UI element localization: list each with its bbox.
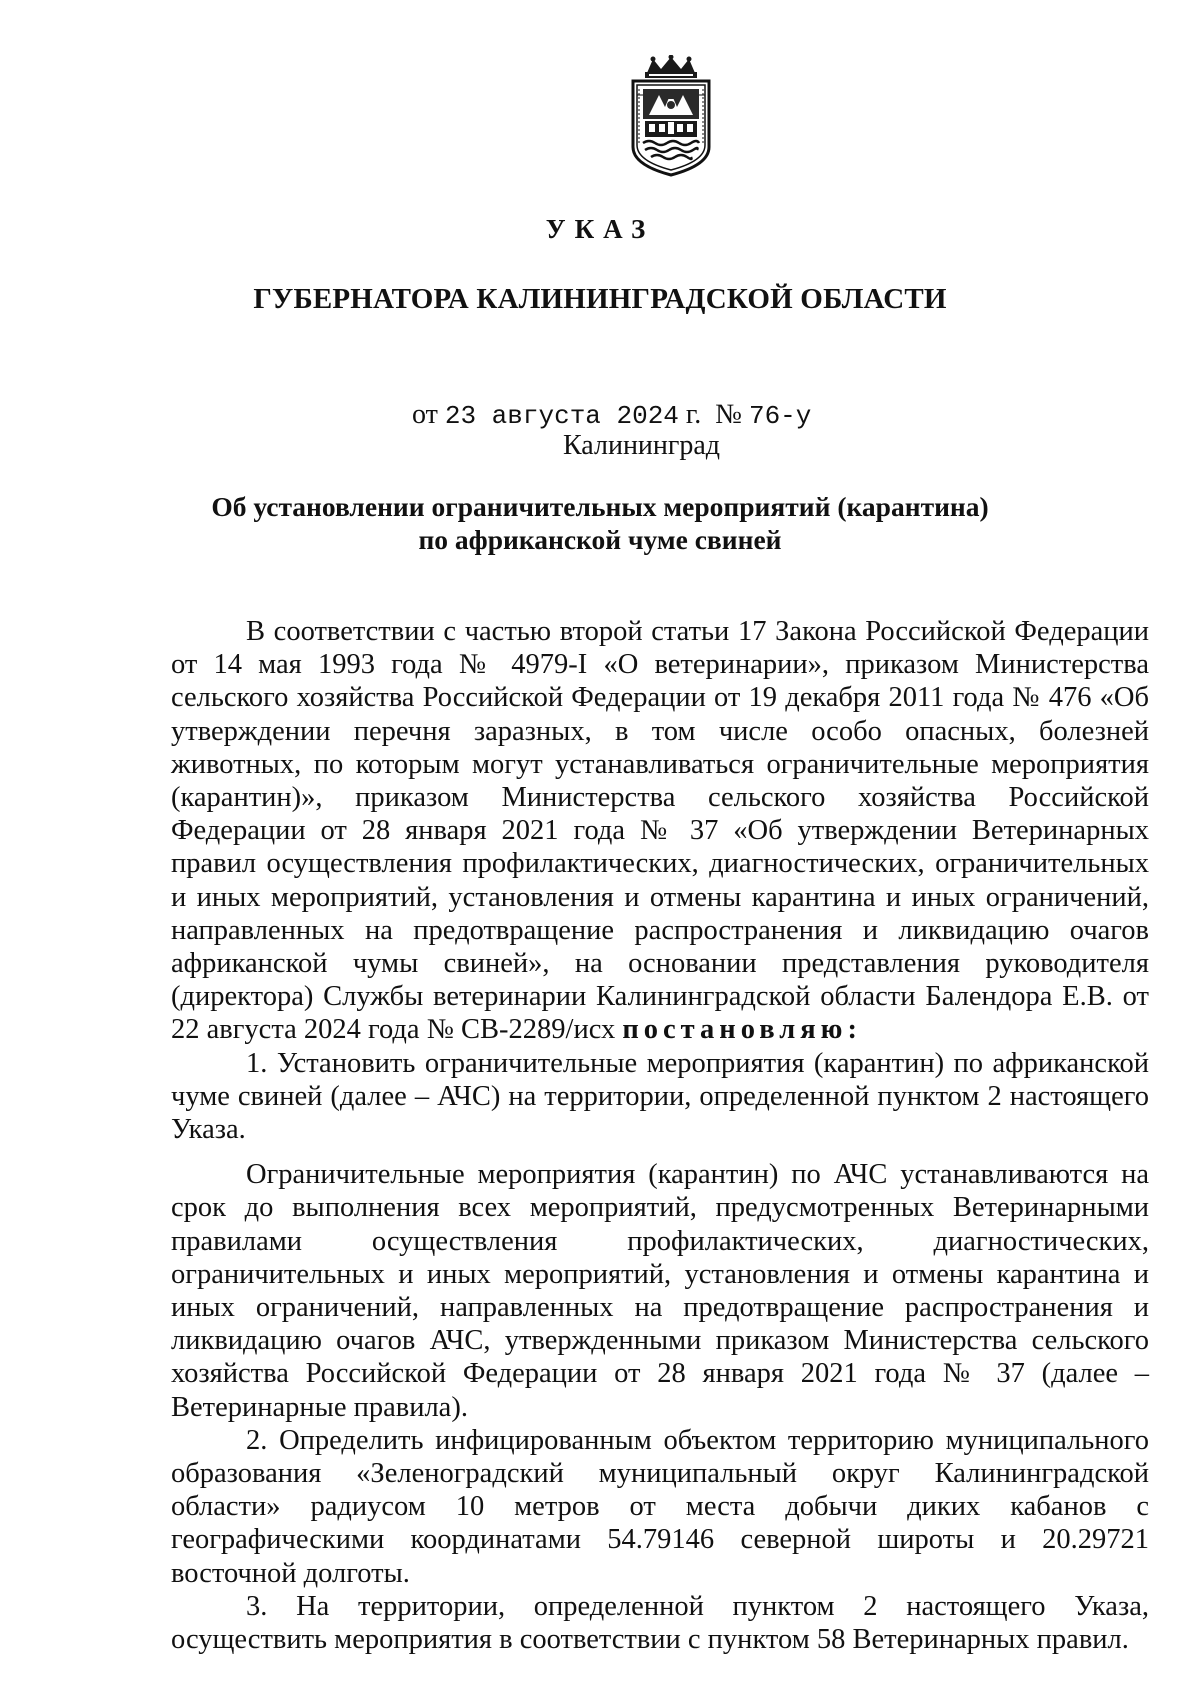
date-prefix: от bbox=[412, 399, 438, 430]
preamble-paragraph bbox=[171, 615, 1149, 1047]
coat-of-arms-icon bbox=[625, 55, 717, 177]
paragraph-1: 1. Установить ограничительные мероприятия (карантин) по африканской чуме свиней (далее – АЧС) на территории, определенной пунктом 2 настоящего Указа. bbox=[171, 1047, 1149, 1146]
subject-line-1: Об установлении ограничительных мероприятий (карантина) bbox=[211, 491, 989, 522]
paragraph-3: 3. На территории, определенной пунктом 2 настоящего Указа, осуществить мероприятия в соответствии с пунктом 58 Ветеринарных правил. bbox=[171, 1590, 1149, 1656]
subject-line-2: по африканской чуме свиней bbox=[418, 524, 782, 555]
year-suffix: г. bbox=[685, 399, 702, 430]
number-sign: № bbox=[715, 399, 742, 430]
decree-number: 76-у bbox=[748, 401, 812, 431]
preamble-text: В соответствии с частью второй статьи 17 Закона Российской Федерации от 14 мая 1993 года № 4979-I «О ветеринарии», приказом Министерства сельского хозяйства Российской Федерации от 19 декабря 2011 года № 476 «Об утверждении перечня заразных, в том числе особо опасных, болезней животных, по которым могут устанавливаться ограничительные мероприятия (карантин)», приказом Министерства сельского хозяйства Российской Федерации от 28 января 2021 года № 37 «Об утверждении Ветеринарных правил осуществления профилактических, диагностических, ограничительных и иных мероприятий, установления и отмены карантина и иных ограничений, направленных на предотвращение распространения и ликвидацию очагов африканской чумы свиней», на основании представления руководителя (директора) Службы ветеринарии Калининградской области Балендора Е.В. от 22 августа 2024 года № СВ-2289/исх bbox=[171, 616, 1149, 1046]
decree-date: 23 августа 2024 bbox=[444, 401, 679, 431]
issuer-title: ГУБЕРНАТОРА КАЛИНИНГРАДСКОЙ ОБЛАСТИ bbox=[253, 283, 947, 315]
decree-word: постановляю: bbox=[622, 1014, 862, 1046]
date-number-line bbox=[412, 399, 811, 431]
city-name: Калининград bbox=[563, 430, 721, 461]
paragraph-1b: Ограничительные мероприятия (карантин) по АЧС устанавливаются на срок до выполнения всех мероприятий, предусмотренных Ветеринарными правилами осуществления профилактических, диагностических, ограничительных и иных мероприятий, установления и отмены карантина и иных ограничений, направленных на предотвращение распространения и ликвидацию очагов АЧС, утвержденными приказом Министерства сельского хозяйства Российской Федерации от 28 января 2021 года № 37 (далее – Ветеринарные правила). bbox=[171, 1159, 1149, 1423]
document-type-title: УКАЗ bbox=[545, 214, 655, 244]
subject-heading bbox=[0, 490, 1200, 556]
decree-body bbox=[171, 615, 1149, 1656]
paragraph-2: 2. Определить инфицированным объектом территорию муниципального образования «Зеленоградский муниципальный округ Калининградской области» радиусом 10 метров от места добычи диких кабанов с географическими координатами 54.79146 северной широты и 20.29721 восточной долготы. bbox=[171, 1424, 1149, 1589]
